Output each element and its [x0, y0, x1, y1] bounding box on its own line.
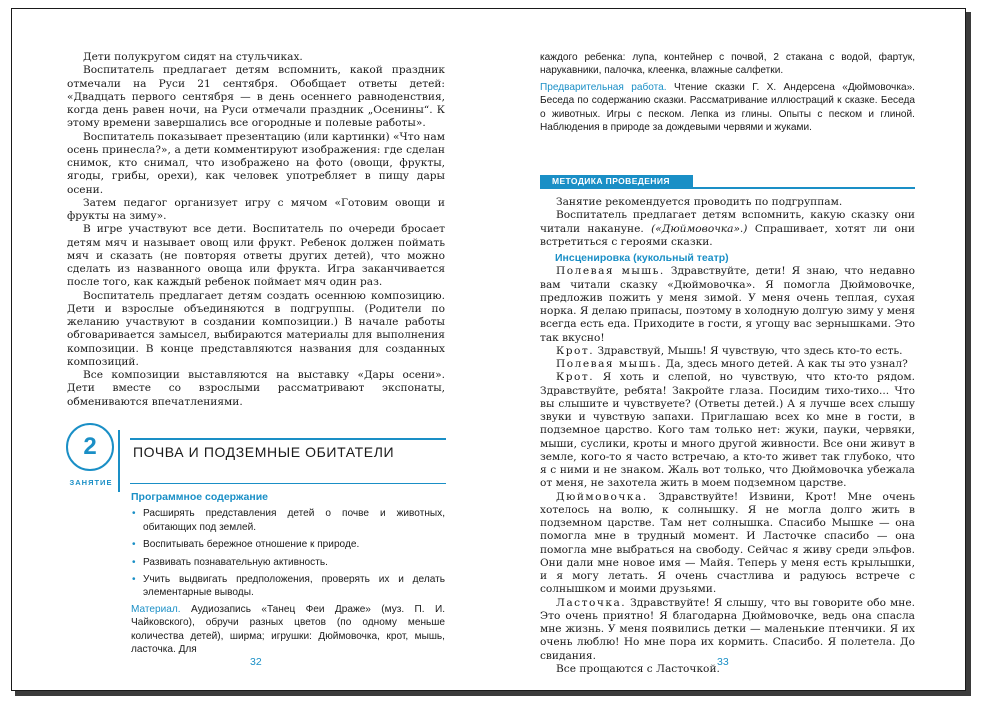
lesson-divider-vertical: [118, 430, 120, 492]
dialogue-line: Дюймовочка. Здравствуйте! Извини, Крот! Мне очень хотелось на волю, к солнышку. Я не могла долго жить в подземном царстве. Там нет солнышка. Спасибо Мышке — она помогла мне в трудный момент. И Ласточке спасибо — она помогла мне выбраться на свободу. Сейчас я живу среди эльфов. Они дали мне новое имя — Майя. Теперь у меня есть крылышки, и я могу летать. Я очень счастлива и радуюсь встрече с солнышком и моими друзьями.: [540, 490, 915, 596]
dialogue-line: Полевая мышь. Здравствуйте, дети! Я знаю, что недавно вам читали сказку «Дюймовочка». Я помогла Дюймовочке, предложив пожить у меня зимой. У меня очень теплая, сухая норка. Я делаю припасы, поэтому в холодную долгую зиму у меня всегда есть еда. Приходите в гости, я угощу вас зернышками. Это так вкусно!: [540, 265, 915, 344]
left-paragraph: Все композиции выставляются на выставку «Дары осени». Дети вместе со взрослыми рассматривают экспонаты, обмениваются впечатлениями.: [67, 369, 445, 408]
list-item: • Развивать познавательную активность.: [132, 556, 328, 568]
page-number-right: 33: [717, 656, 729, 668]
bullet-icon: •: [132, 508, 136, 520]
left-paragraph: В игре участвуют все дети. Воспитатель по очереди бросает детям мяч и называет овощ или фрукт. Ребенок должен поймать мяч и сказать (не повторяя ответы других детей), что можно сделать из названного овоща или фрукта. Игра заканчивается после того, как каждый ребенок поймает мяч один раз.: [67, 223, 445, 289]
right-page-top: [540, 51, 915, 134]
material-paragraph: Материал. Аудиозапись «Танец Феи Драже» (муз. П. И. Чайковского), обручи разных цветов (по одному меньше количества детей), ширма; игрушки: Дюймовочка, крот, мышь, ласточка. Для: [131, 603, 445, 655]
left-paragraph: Затем педагог организует игру с мячом «Готовим овощи и фрукты на зиму».: [67, 196, 445, 222]
list-item: • Учить выдвигать предположения, проверять их и делать элементарные выводы.: [132, 573, 445, 599]
bullet-icon: •: [132, 556, 136, 568]
left-page-text: [67, 51, 445, 409]
lesson-label: ЗАНЯТИЕ: [69, 478, 113, 487]
left-paragraph: Воспитатель показывает презентацию (или картинки) «Что нам осень принесла?», а дети комментируют изображения: где сделан снимок, кто снимал, что изображено на фото (овощи, фрукты, ягоды, грибы, орехи), как человек употребляет в пищу дары осени.: [67, 130, 445, 196]
list-item: • Расширять представления детей о почве и животных, обитающих под землей.: [132, 508, 445, 533]
left-paragraph: Дети полукругом сидят на стульчиках.: [83, 51, 303, 63]
frame-shadow-bottom: [15, 691, 971, 696]
list-item: • Воспитывать бережное отношение к природе.: [132, 539, 360, 551]
lesson-number-badge: 2: [66, 423, 114, 471]
method-bar-label: МЕТОДИКА ПРОВЕДЕНИЯ: [540, 175, 693, 188]
dialogue-line: Ласточка. Здравствуйте! Я слышу, что вы говорите обо мне. Это очень приятно! Я благодарна Дюймовочке, ведь она спасла мне жизнь. У меня появились детки — маленькие птенчики. Я их очень люблю! Но мне пора их кормить. Спасибо. Я полетела. До свидания.: [540, 596, 915, 662]
dialogue-line: Крот. Здравствуй, Мышь! Я чувствую, что здесь кто-то есть.: [556, 344, 903, 357]
bullet-icon: •: [132, 539, 136, 551]
dialogue-line: Полевая мышь. Да, здесь много детей. А как ты это узнал?: [556, 358, 908, 371]
materials-continued: каждого ребенка: лупа, контейнер с почвой, 2 стакана с водой, фартук, нарукавники, палочка, клеенка, влажные салфетки.: [540, 52, 915, 77]
dialogue-line: Крот. Я хоть и слепой, но чувствую, что кто-то рядом. Здравствуйте, ребята! Закройте глаза. Посидим тихо-тихо... Что вы слышите и чувствуете? (Ответы детей.) А я лучше всех слышу звуки и чувствую запахи. Приглашаю всех ко мне в гости, в подземное царство. Кого там только нет: жуки, пауки, червяки, мыши, суслики, кроты и много другой живности. Все они живут в земле, кого-то я часто встречаю, а кто-то живет так глубоко, что я с ними и не знаком. Жаль вот только, что Дюймовочка убежала от меня, не захотела жить в моем подземном царстве.: [540, 371, 915, 490]
closing-line: Все прощаются с Ласточкой.: [556, 662, 720, 675]
right-paragraph: Занятие рекомендуется проводить по подгруппам.: [556, 196, 843, 208]
left-paragraph: Воспитатель предлагает детям вспомнить, какой праздник отмечали на Руси 21 сентября. Обобщает ответы детей: «Двадцать первого сентября — в день осеннего равноденствия, когда день равен ночи, на Руси отмечали праздник „Осенины“. К этому времени завершались все огородные и полевые работы».: [67, 64, 445, 130]
left-paragraph: Воспитатель предлагает детям создать осеннюю композицию. Дети и взрослые объединяются в подгруппы. (Родители по желанию участвуют в создании композиции.) В начале работы обговаривается замысел, выбираются материалы для выполнения композиции. В конце представляются названия для созданных композиций.: [67, 289, 445, 368]
page-number-left: 32: [250, 656, 262, 668]
speaker-name: Крот.: [556, 344, 595, 357]
lesson-title: ПОЧВА И ПОДЗЕМНЫЕ ОБИТАТЕЛИ: [133, 444, 395, 460]
lesson-rule-bottom: [130, 483, 446, 484]
speaker-name: Полевая мышь.: [556, 358, 663, 371]
lesson-program-block: [131, 491, 445, 656]
prework-paragraph: Предварительная работа. Чтение сказки Г. Х. Андерсена «Дюймовочка». Беседа по содержанию сказки. Рассматривание иллюстраций к сказке. Беседа о животных. Игры с песком. Лепка из глины. Опыты с песком и глиной. Наблюдения в природе за дождевыми червями и жуками.: [540, 81, 915, 134]
speaker-name: Полевая мышь.: [556, 265, 665, 278]
frame-shadow-right: [966, 12, 971, 695]
staging-heading: Инсценировка (кукольный театр): [555, 252, 729, 264]
right-paragraph: Воспитатель предлагает детям вспомнить, какую сказку они читали накануне. («Дюймовочка».) Спрашивает, хотят ли они встретиться с героями сказки.: [540, 209, 915, 248]
method-section-bar: [540, 175, 915, 189]
speaker-name: Крот.: [556, 371, 595, 384]
material-label: Материал.: [131, 603, 181, 615]
speaker-name: Дюймовочка.: [556, 490, 648, 503]
lesson-rule-top: [130, 438, 446, 440]
right-page-text: [540, 196, 915, 676]
prework-label: Предварительная работа.: [540, 81, 667, 93]
speaker-name: Ласточка.: [556, 596, 627, 609]
program-heading: Программное содержание: [131, 491, 268, 503]
bullet-icon: •: [132, 573, 136, 585]
